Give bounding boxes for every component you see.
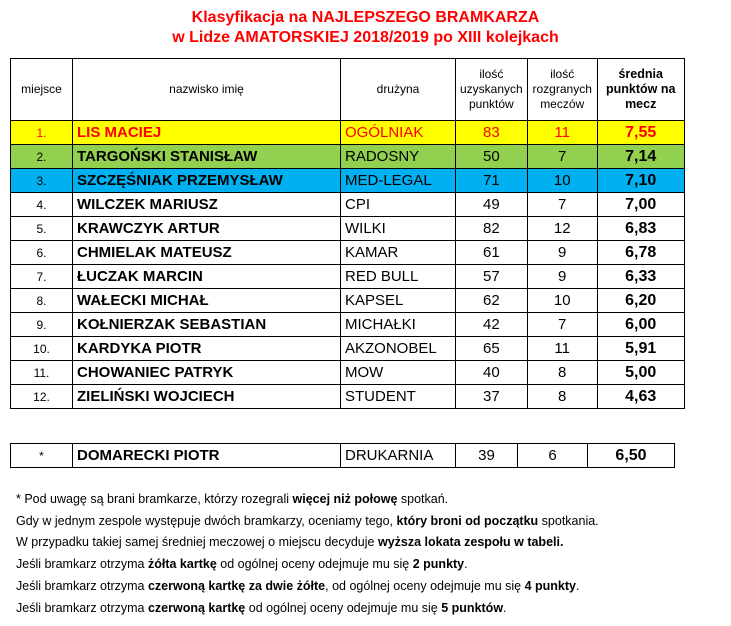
- table-row: [11, 241, 685, 265]
- cell-points: 65: [456, 337, 528, 361]
- cell-place: 11.: [11, 361, 73, 385]
- cell-name: LIS MACIEJ: [73, 121, 341, 145]
- cell-games: 11: [527, 337, 597, 361]
- title-line-2: w Lidze AMATORSKIEJ 2018/2019 po XIII kolejkach: [172, 29, 559, 46]
- cell-place: 12.: [11, 385, 73, 409]
- cell-points: 40: [456, 361, 528, 385]
- page-title: [0, 8, 731, 48]
- note-text: wyższa lokata zespołu w tabeli.: [377, 535, 564, 550]
- note-text: od ogólnej oceny odejmuje mu się: [216, 557, 413, 572]
- extra-games: 6: [518, 444, 588, 468]
- cell-average: 7,00: [597, 193, 684, 217]
- note-text: .: [575, 578, 580, 593]
- table-header-row: [11, 59, 685, 121]
- cell-name: CHMIELAK MATEUSZ: [73, 241, 341, 265]
- cell-average: 7,14: [597, 145, 684, 169]
- note-line: [16, 576, 599, 598]
- ranking-rows: [11, 121, 685, 409]
- table-row: [11, 193, 685, 217]
- cell-points: 82: [456, 217, 528, 241]
- cell-games: 11: [527, 121, 597, 145]
- note-text: .: [464, 557, 468, 572]
- table-row: [11, 361, 685, 385]
- cell-team: RED BULL: [341, 265, 456, 289]
- cell-average: 4,63: [597, 385, 684, 409]
- cell-average: 6,20: [597, 289, 684, 313]
- extra-table: [10, 443, 675, 468]
- note-line: [16, 598, 599, 620]
- note-text: Jeśli bramkarz otrzyma: [16, 578, 148, 593]
- cell-games: 9: [527, 241, 597, 265]
- cell-average: 6,78: [597, 241, 684, 265]
- note-line: [16, 554, 599, 576]
- cell-place: 4.: [11, 193, 73, 217]
- cell-team: WILKI: [341, 217, 456, 241]
- cell-games: 9: [527, 265, 597, 289]
- cell-place: 3.: [11, 169, 73, 193]
- cell-games: 7: [527, 145, 597, 169]
- cell-name: KARDYKA PIOTR: [73, 337, 341, 361]
- cell-name: ŁUCZAK MARCIN: [73, 265, 341, 289]
- note-text: od ogólnej oceny odejmuje mu się: [245, 600, 442, 615]
- note-text: Jeśli bramkarz otrzyma: [16, 600, 148, 615]
- header-team: drużyna: [341, 59, 456, 121]
- cell-name: WAŁECKI MICHAŁ: [73, 289, 341, 313]
- cell-team: KAPSEL: [341, 289, 456, 313]
- cell-name: KOŁNIERZAK SEBASTIAN: [73, 313, 341, 337]
- ranking-table: [10, 58, 685, 409]
- cell-place: 10.: [11, 337, 73, 361]
- header-average: średnia punktów na mecz: [597, 59, 684, 121]
- note-text: który broni od początku: [396, 513, 539, 528]
- cell-average: 5,00: [597, 361, 684, 385]
- cell-points: 71: [456, 169, 528, 193]
- cell-games: 8: [527, 361, 597, 385]
- cell-place: 6.: [11, 241, 73, 265]
- table-row: [11, 313, 685, 337]
- note-text: * Pod uwagę są brani bramkarze, którzy rozegrali: [16, 492, 293, 506]
- cell-name: KRAWCZYK ARTUR: [73, 217, 341, 241]
- cell-points: 42: [456, 313, 528, 337]
- header-points: ilość uzyskanych punktów: [456, 59, 528, 121]
- cell-average: 6,33: [597, 265, 684, 289]
- cell-average: 6,83: [597, 217, 684, 241]
- cell-points: 61: [456, 241, 528, 265]
- header-place: miejsce: [11, 59, 73, 121]
- note-text: .: [503, 600, 507, 615]
- table-row: [11, 145, 685, 169]
- note-text: W przypadku takiej samej średniej meczowej o miejscu decyduje: [16, 535, 378, 550]
- cell-place: 8.: [11, 289, 73, 313]
- note-text: spotkań.: [397, 492, 449, 506]
- note-line: [16, 489, 599, 511]
- note-text: czerwoną kartkę: [147, 600, 246, 615]
- cell-team: OGÓLNIAK: [341, 121, 456, 145]
- cell-name: TARGOŃSKI STANISŁAW: [73, 145, 341, 169]
- cell-team: RADOSNY: [341, 145, 456, 169]
- note-text: 5 punktów: [441, 600, 504, 615]
- cell-points: 57: [456, 265, 528, 289]
- note-text: 4 punkty: [524, 578, 576, 593]
- cell-team: CPI: [341, 193, 456, 217]
- cell-average: 7,55: [597, 121, 684, 145]
- note-text: spotkania.: [538, 513, 599, 528]
- cell-team: KAMAR: [341, 241, 456, 265]
- cell-place: 7.: [11, 265, 73, 289]
- cell-place: 9.: [11, 313, 73, 337]
- cell-points: 50: [456, 145, 528, 169]
- extra-name: DOMARECKI PIOTR: [73, 444, 341, 468]
- table-row: [11, 385, 685, 409]
- title-line-1: Klasyfikacja na NAJLEPSZEGO BRAMKARZA: [191, 9, 540, 26]
- notes: [16, 489, 599, 619]
- cell-team: MOW: [341, 361, 456, 385]
- extra-place: *: [11, 444, 73, 468]
- table-row: [11, 217, 685, 241]
- cell-name: CHOWANIEC PATRYK: [73, 361, 341, 385]
- table-row: [11, 265, 685, 289]
- table-row: [11, 169, 685, 193]
- cell-games: 12: [527, 217, 597, 241]
- cell-games: 7: [527, 193, 597, 217]
- table-row: [11, 121, 685, 145]
- table-row: [11, 337, 685, 361]
- note-text: Gdy w jednym zespole występuje dwóch bramkarzy, oceniamy tego,: [16, 513, 397, 528]
- note-line: [16, 511, 599, 533]
- header-name: nazwisko imię: [73, 59, 341, 121]
- cell-average: 6,00: [597, 313, 684, 337]
- cell-team: MED-LEGAL: [341, 169, 456, 193]
- cell-team: AKZONOBEL: [341, 337, 456, 361]
- header-games: ilość rozgranych meczów: [527, 59, 597, 121]
- cell-name: WILCZEK MARIUSZ: [73, 193, 341, 217]
- note-text: , od ogólnej oceny odejmuje mu się: [325, 578, 525, 593]
- cell-games: 10: [527, 289, 597, 313]
- cell-points: 83: [456, 121, 528, 145]
- extra-average: 6,50: [588, 444, 675, 468]
- cell-name: SZCZĘŚNIAK PRZEMYSŁAW: [73, 169, 341, 193]
- note-text: więcej niż połowę: [292, 492, 398, 506]
- table-row: [11, 289, 685, 313]
- cell-team: STUDENT: [341, 385, 456, 409]
- cell-average: 5,91: [597, 337, 684, 361]
- cell-place: 1.: [11, 121, 73, 145]
- extra-points: 39: [456, 444, 518, 468]
- cell-points: 49: [456, 193, 528, 217]
- note-line: [16, 532, 599, 554]
- extra-row: [11, 444, 675, 468]
- extra-team: DRUKARNIA: [341, 444, 456, 468]
- cell-place: 5.: [11, 217, 73, 241]
- cell-points: 37: [456, 385, 528, 409]
- note-text: czerwoną kartkę za dwie żółte: [147, 578, 326, 593]
- cell-place: 2.: [11, 145, 73, 169]
- cell-games: 8: [527, 385, 597, 409]
- note-text: 2 punkty: [412, 557, 465, 572]
- cell-average: 7,10: [597, 169, 684, 193]
- cell-name: ZIELIŃSKI WOJCIECH: [73, 385, 341, 409]
- cell-games: 10: [527, 169, 597, 193]
- cell-team: MICHAŁKI: [341, 313, 456, 337]
- note-text: Jeśli bramkarz otrzyma: [16, 557, 148, 572]
- cell-points: 62: [456, 289, 528, 313]
- cell-games: 7: [527, 313, 597, 337]
- note-text: żółta kartkę: [147, 557, 217, 572]
